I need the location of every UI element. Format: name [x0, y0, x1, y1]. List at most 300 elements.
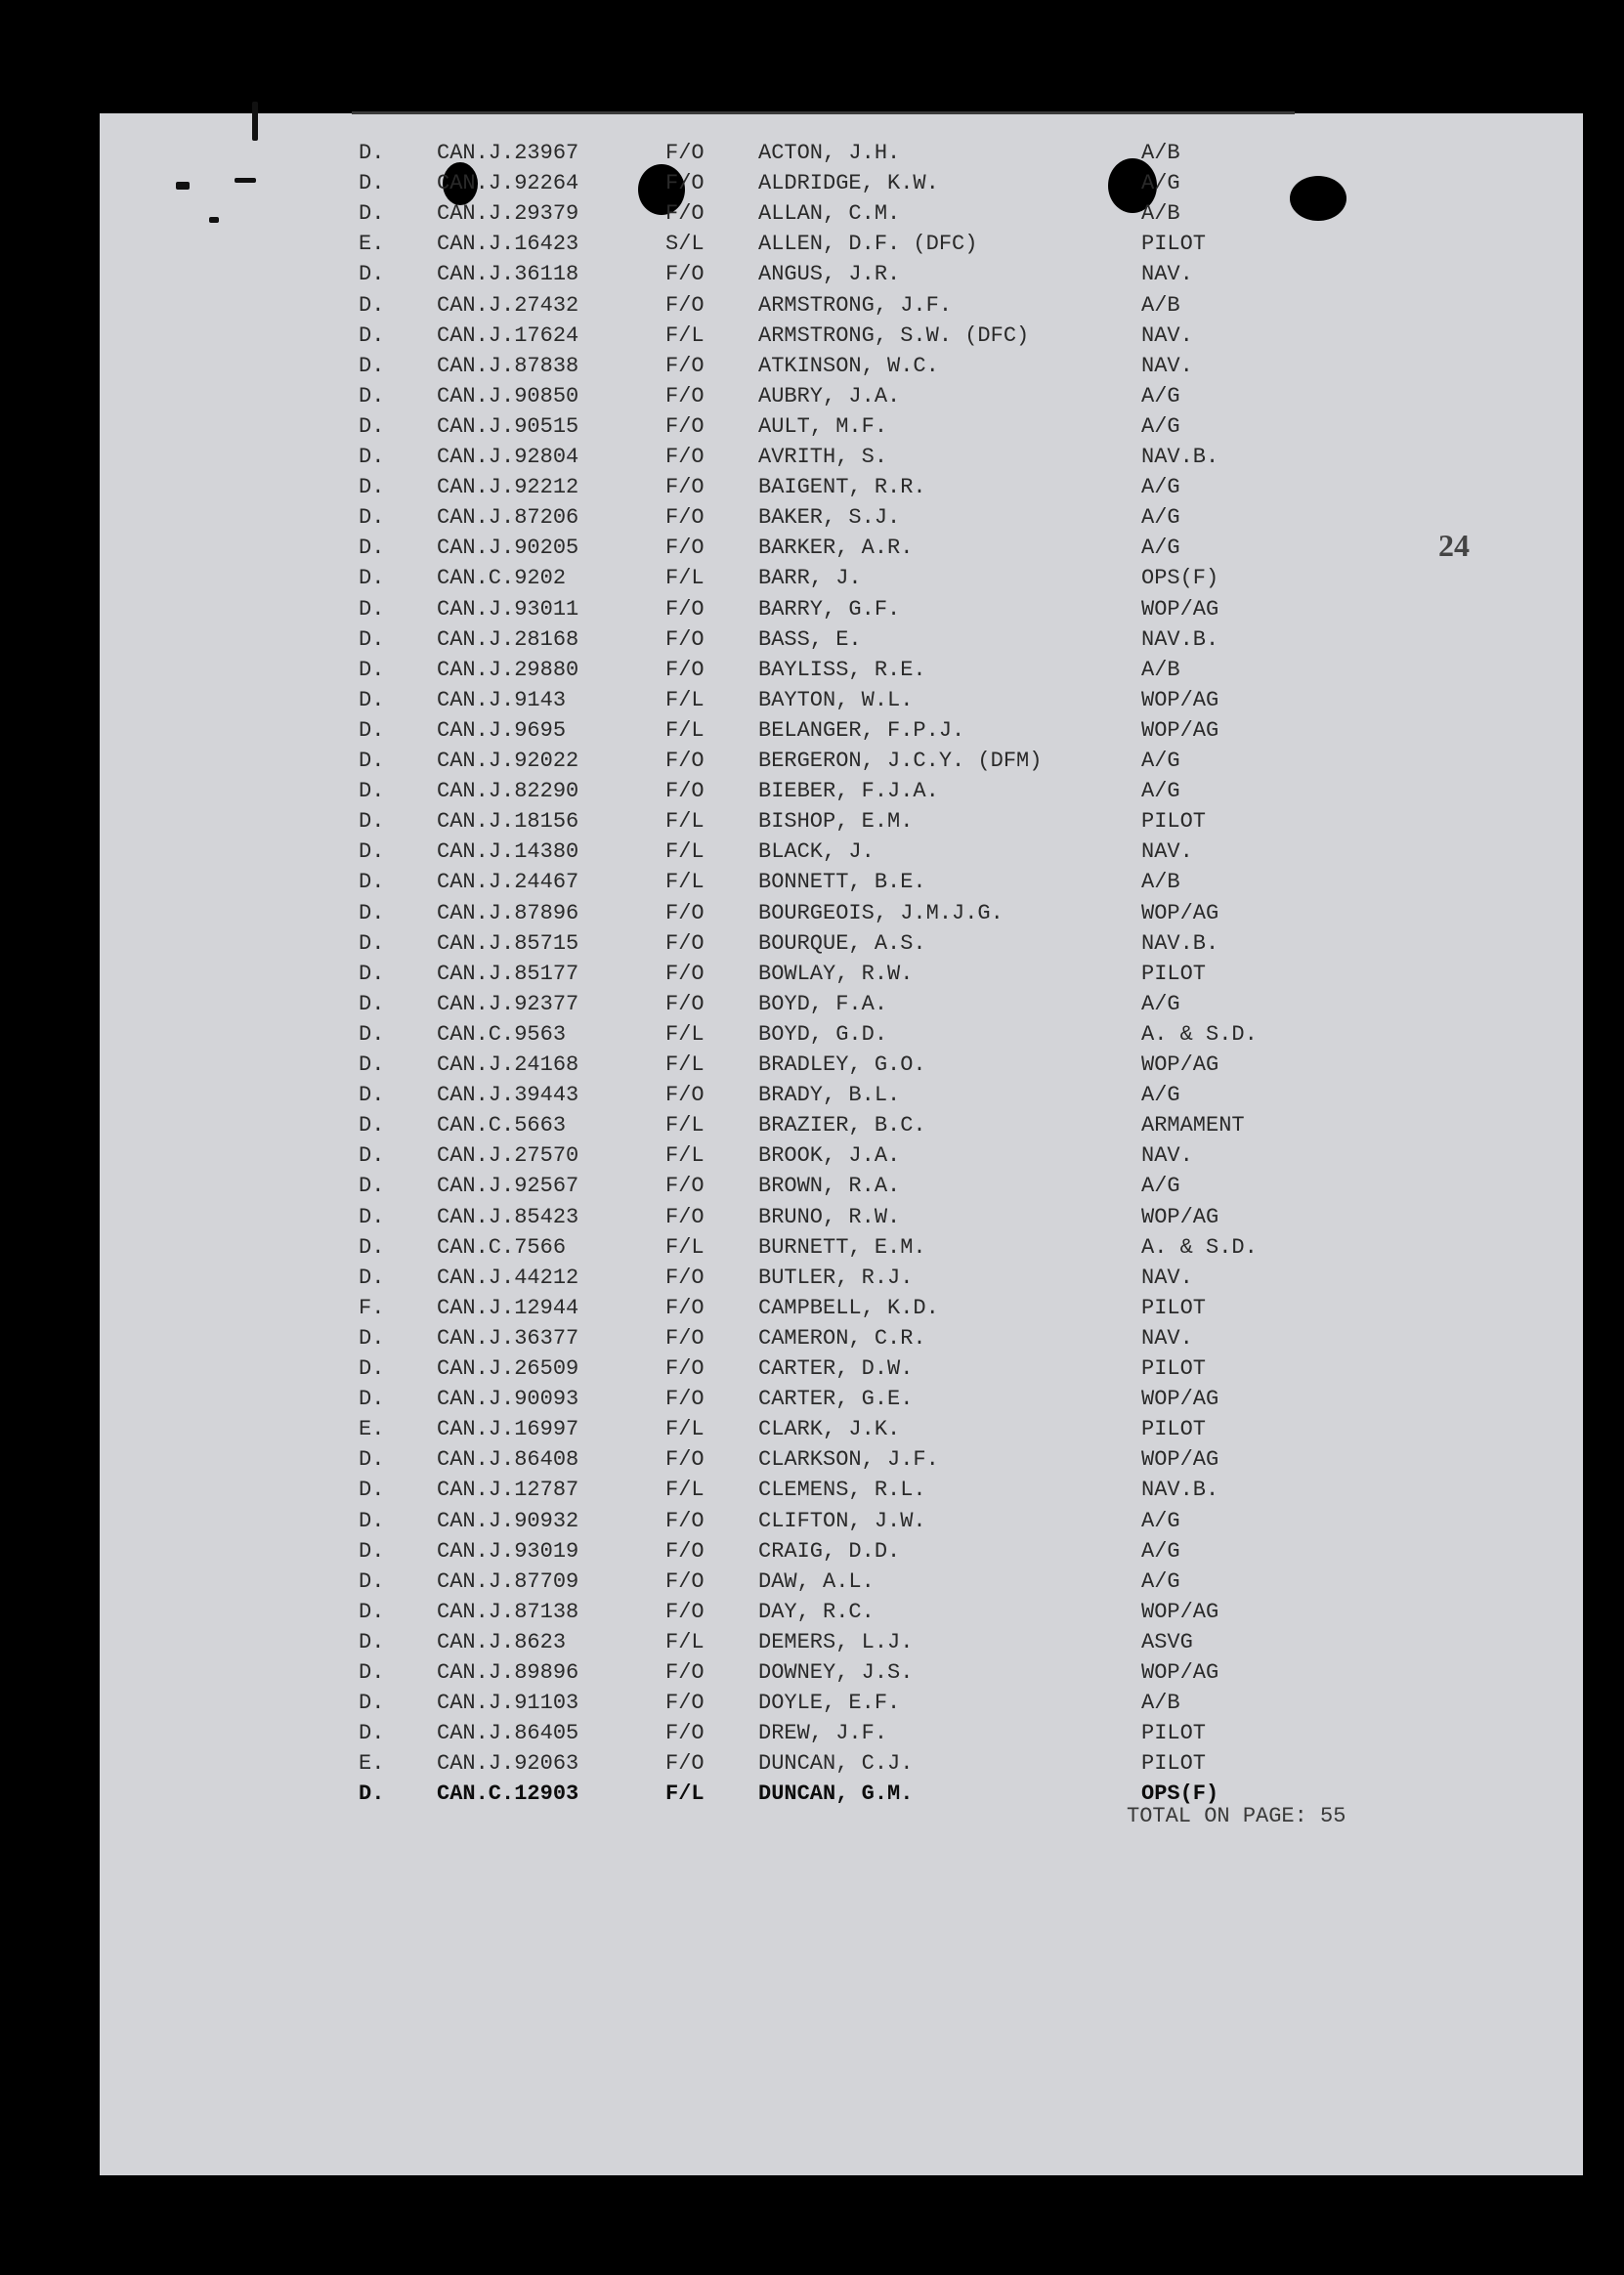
entry-class: D.	[359, 322, 385, 348]
rank: F/O	[665, 445, 705, 469]
list-item	[0, 1657, 1624, 1688]
trade: A/G	[1141, 1568, 1180, 1594]
person-name: ARMSTRONG, S.W. (DFC)	[758, 322, 1030, 348]
entry-class: D.	[359, 1204, 385, 1229]
trade: A/B	[1141, 870, 1180, 895]
rank: F/O	[665, 626, 705, 652]
entry-class: D.	[359, 991, 385, 1016]
list-item	[0, 472, 1624, 502]
person-name: BOYD, G.D.	[758, 1021, 888, 1047]
trade: A/G	[1141, 1083, 1180, 1108]
service-number: CAN.J.18156	[437, 809, 579, 835]
trade: PILOT	[1141, 1356, 1207, 1381]
rank: F/O	[665, 1447, 705, 1473]
service-number: CAN.J.14380	[437, 839, 579, 865]
entry-class: D.	[359, 596, 385, 622]
person-name: DOWNEY, J.S.	[758, 1660, 914, 1685]
entry-class: D.	[359, 1629, 385, 1654]
list-item	[0, 1536, 1624, 1567]
list-item	[0, 1627, 1624, 1657]
list-item	[0, 1718, 1624, 1748]
service-number: CAN.C.12903	[437, 1781, 579, 1807]
list-item	[0, 1323, 1624, 1353]
entry-class: D.	[359, 262, 385, 287]
rank: F/O	[665, 536, 705, 561]
trade: NAV.	[1141, 322, 1193, 348]
trade: A/G	[1141, 749, 1180, 773]
service-number: CAN.J.87206	[437, 505, 579, 531]
list-item	[0, 442, 1624, 472]
rank: F/O	[665, 141, 705, 165]
rank: F/L	[665, 1234, 705, 1260]
person-name: CAMPBELL, K.D.	[758, 1295, 939, 1320]
rank: F/O	[665, 475, 705, 500]
list-item	[0, 1779, 1624, 1809]
person-name: CARTER, D.W.	[758, 1356, 914, 1381]
service-number: CAN.J.92567	[437, 1174, 579, 1199]
list-item	[0, 1353, 1624, 1384]
entry-class: D.	[359, 353, 385, 378]
trade: A/G	[1141, 536, 1180, 561]
rank: F/O	[665, 505, 705, 531]
trade: WOP/AG	[1141, 1660, 1219, 1685]
list-item	[0, 1080, 1624, 1110]
entry-class: E.	[359, 1417, 385, 1442]
list-item	[0, 1263, 1624, 1293]
person-name: CLIFTON, J.W.	[758, 1508, 926, 1533]
entry-class: D.	[359, 1083, 385, 1108]
list-item	[0, 138, 1624, 168]
service-number: CAN.C.9202	[437, 566, 567, 591]
service-number: CAN.J.90515	[437, 413, 579, 439]
service-number: CAN.J.93019	[437, 1538, 579, 1564]
list-item	[0, 290, 1624, 321]
rank: F/O	[665, 1568, 705, 1594]
ink-speck	[252, 102, 258, 141]
trade: A/G	[1141, 1174, 1180, 1199]
rank: F/L	[665, 1143, 705, 1169]
entry-class: D.	[359, 201, 385, 227]
trade: A. & S.D.	[1141, 1234, 1258, 1260]
person-name: BURNETT, E.M.	[758, 1234, 926, 1260]
service-number: CAN.J.9143	[437, 687, 567, 712]
rank: F/O	[665, 1721, 705, 1746]
list-item	[0, 1202, 1624, 1232]
service-number: CAN.J.29379	[437, 201, 579, 227]
trade: A/G	[1141, 475, 1180, 500]
trade: A/B	[1141, 292, 1180, 318]
rank: F/O	[665, 383, 705, 408]
trade: A/G	[1141, 383, 1180, 408]
trade: A/G	[1141, 171, 1180, 196]
trade: NAV.B.	[1141, 626, 1219, 652]
person-name: BAIGENT, R.R.	[758, 475, 926, 500]
person-name: CAMERON, C.R.	[758, 1325, 926, 1351]
person-name: BARRY, G.F.	[758, 596, 901, 622]
entry-class: D.	[359, 657, 385, 682]
trade: NAV.B.	[1141, 1478, 1219, 1503]
rank: F/O	[665, 1083, 705, 1108]
list-item	[0, 928, 1624, 959]
list-item	[0, 1171, 1624, 1201]
entry-class: D.	[359, 870, 385, 895]
rank: F/L	[665, 1478, 705, 1503]
person-name: BUTLER, R.J.	[758, 1265, 914, 1290]
list-item	[0, 959, 1624, 989]
rank: F/O	[665, 657, 705, 682]
person-name: ALLEN, D.F. (DFC)	[758, 232, 978, 257]
list-item	[0, 381, 1624, 411]
entry-class: D.	[359, 1265, 385, 1290]
person-name: CLEMENS, R.L.	[758, 1478, 926, 1503]
person-name: DAW, A.L.	[758, 1568, 875, 1594]
rank: F/O	[665, 779, 705, 804]
entry-class: D.	[359, 1021, 385, 1047]
person-name: CLARKSON, J.F.	[758, 1447, 939, 1473]
service-number: CAN.J.90205	[437, 536, 579, 561]
list-item	[0, 502, 1624, 533]
entry-class: D.	[359, 292, 385, 318]
entry-class: D.	[359, 961, 385, 986]
person-name: ACTON, J.H.	[758, 141, 901, 165]
person-name: BISHOP, E.M.	[758, 809, 914, 835]
list-item	[0, 1444, 1624, 1475]
entry-class: D.	[359, 809, 385, 835]
person-name: ANGUS, J.R.	[758, 262, 901, 287]
entry-class: D.	[359, 779, 385, 804]
rank: F/O	[665, 1538, 705, 1564]
service-number: CAN.J.24168	[437, 1052, 579, 1077]
rank: F/O	[665, 749, 705, 773]
person-name: BONNETT, B.E.	[758, 870, 926, 895]
service-number: CAN.J.86408	[437, 1447, 579, 1473]
list-item	[0, 837, 1624, 867]
service-number: CAN.C.9563	[437, 1021, 567, 1047]
entry-class: D.	[359, 1325, 385, 1351]
entry-class: D.	[359, 505, 385, 531]
entry-class: D.	[359, 1447, 385, 1473]
rank: F/L	[665, 870, 705, 895]
list-item	[0, 594, 1624, 624]
entry-class: D.	[359, 141, 385, 165]
trade: PILOT	[1141, 1751, 1207, 1777]
list-item	[0, 715, 1624, 746]
page-total-label: TOTAL ON PAGE:	[1127, 1804, 1307, 1828]
person-name: AVRITH, S.	[758, 445, 888, 469]
rank: F/O	[665, 596, 705, 622]
rank: F/O	[665, 1265, 705, 1290]
list-item	[0, 533, 1624, 563]
service-number: CAN.J.44212	[437, 1265, 579, 1290]
entry-class: D.	[359, 900, 385, 925]
trade: WOP/AG	[1141, 1204, 1219, 1229]
rank: F/L	[665, 566, 705, 591]
entry-class: D.	[359, 1721, 385, 1746]
entry-class: D.	[359, 171, 385, 196]
person-name: BARR, J.	[758, 566, 862, 591]
rank: F/L	[665, 1113, 705, 1138]
list-item	[0, 411, 1624, 442]
entry-class: D.	[359, 1052, 385, 1077]
person-name: DREW, J.F.	[758, 1721, 888, 1746]
side-mark: 24	[1438, 528, 1470, 563]
service-number: CAN.J.12787	[437, 1478, 579, 1503]
entry-class: D.	[359, 749, 385, 773]
trade: A/G	[1141, 505, 1180, 531]
list-item	[0, 655, 1624, 685]
list-item	[0, 1140, 1624, 1171]
service-number: CAN.J.90093	[437, 1387, 579, 1412]
entry-class: D.	[359, 1174, 385, 1199]
trade: WOP/AG	[1141, 1599, 1219, 1624]
service-number: CAN.J.29880	[437, 657, 579, 682]
service-number: CAN.J.87896	[437, 900, 579, 925]
entry-class: D.	[359, 475, 385, 500]
rank: S/L	[665, 232, 705, 257]
entry-class: D.	[359, 1781, 385, 1807]
service-number: CAN.J.87709	[437, 1568, 579, 1594]
person-name: DAY, R.C.	[758, 1599, 875, 1624]
list-item	[0, 1414, 1624, 1444]
trade: ARMAMENT	[1141, 1113, 1245, 1138]
list-item	[0, 563, 1624, 593]
service-number: CAN.J.90932	[437, 1508, 579, 1533]
list-item	[0, 806, 1624, 837]
person-name: BELANGER, F.P.J.	[758, 717, 965, 743]
trade: A/B	[1141, 141, 1180, 165]
service-number: CAN.J.8623	[437, 1629, 567, 1654]
trade: PILOT	[1141, 232, 1207, 257]
page-total-value: 55	[1320, 1804, 1346, 1828]
person-name: BARKER, A.R.	[758, 536, 914, 561]
person-name: BRAZIER, B.C.	[758, 1113, 926, 1138]
list-item	[0, 1019, 1624, 1050]
person-name: DOYLE, E.F.	[758, 1691, 901, 1716]
person-name: ALDRIDGE, K.W.	[758, 171, 939, 196]
trade: NAV.B.	[1141, 930, 1219, 956]
list-item	[0, 321, 1624, 351]
rank: F/O	[665, 1295, 705, 1320]
trade: NAV.	[1141, 353, 1193, 378]
trade: OPS(F)	[1141, 566, 1219, 591]
entry-class: D.	[359, 1660, 385, 1685]
service-number: CAN.J.85423	[437, 1204, 579, 1229]
service-number: CAN.J.27432	[437, 292, 579, 318]
rank: F/O	[665, 991, 705, 1016]
service-number: CAN.J.28168	[437, 626, 579, 652]
rank: F/L	[665, 839, 705, 865]
trade: ASVG	[1141, 1629, 1193, 1654]
service-number: CAN.J.87138	[437, 1599, 579, 1624]
list-item	[0, 1688, 1624, 1718]
entry-class: D.	[359, 626, 385, 652]
service-number: CAN.J.85715	[437, 930, 579, 956]
person-name: BASS, E.	[758, 626, 862, 652]
trade: A/G	[1141, 991, 1180, 1016]
trade: A/G	[1141, 1508, 1180, 1533]
rank: F/O	[665, 1691, 705, 1716]
entry-class: D.	[359, 1234, 385, 1260]
service-number: CAN.J.86405	[437, 1721, 579, 1746]
trade: PILOT	[1141, 809, 1207, 835]
entry-class: D.	[359, 566, 385, 591]
service-number: CAN.J.92264	[437, 171, 579, 196]
rank: F/O	[665, 353, 705, 378]
trade: NAV.	[1141, 262, 1193, 287]
service-number: CAN.J.39443	[437, 1083, 579, 1108]
service-number: CAN.J.36377	[437, 1325, 579, 1351]
entry-class: E.	[359, 232, 385, 257]
entry-class: D.	[359, 687, 385, 712]
service-number: CAN.J.92804	[437, 445, 579, 469]
service-number: CAN.J.92063	[437, 1751, 579, 1777]
service-number: CAN.J.36118	[437, 262, 579, 287]
person-name: BRADY, B.L.	[758, 1083, 901, 1108]
list-item	[0, 624, 1624, 655]
list-item	[0, 746, 1624, 776]
list-item	[0, 1293, 1624, 1323]
list-item	[0, 776, 1624, 806]
service-number: CAN.C.7566	[437, 1234, 567, 1260]
rank: F/O	[665, 292, 705, 318]
rank: F/L	[665, 687, 705, 712]
trade: PILOT	[1141, 1295, 1207, 1320]
list-item	[0, 898, 1624, 928]
service-number: CAN.C.5663	[437, 1113, 567, 1138]
trade: NAV.B.	[1141, 445, 1219, 469]
rank: F/O	[665, 1204, 705, 1229]
entry-class: D.	[359, 383, 385, 408]
rank: F/O	[665, 930, 705, 956]
service-number: CAN.J.90850	[437, 383, 579, 408]
list-item	[0, 1050, 1624, 1080]
person-name: ATKINSON, W.C.	[758, 353, 939, 378]
rank: F/O	[665, 1325, 705, 1351]
service-number: CAN.J.27570	[437, 1143, 579, 1169]
person-name: BAYTON, W.L.	[758, 687, 914, 712]
list-item	[0, 1567, 1624, 1597]
top-rule	[352, 111, 1295, 114]
trade: A/G	[1141, 779, 1180, 804]
person-name: BAKER, S.J.	[758, 505, 901, 531]
list-item	[0, 259, 1624, 289]
rank: F/L	[665, 1629, 705, 1654]
service-number: CAN.J.23967	[437, 141, 579, 165]
list-item	[0, 1748, 1624, 1779]
person-name: CLARK, J.K.	[758, 1417, 901, 1442]
entry-class: D.	[359, 536, 385, 561]
person-name: BOWLAY, R.W.	[758, 961, 914, 986]
service-number: CAN.J.26509	[437, 1356, 579, 1381]
list-item	[0, 1506, 1624, 1536]
trade: PILOT	[1141, 961, 1207, 986]
trade: WOP/AG	[1141, 596, 1219, 622]
person-name: ALLAN, C.M.	[758, 201, 901, 227]
rank: F/L	[665, 1052, 705, 1077]
rank: F/O	[665, 413, 705, 439]
entry-class: D.	[359, 839, 385, 865]
entry-class: D.	[359, 1387, 385, 1412]
list-item	[0, 168, 1624, 198]
trade: NAV.	[1141, 1325, 1193, 1351]
list-item	[0, 1384, 1624, 1414]
service-number: CAN.J.85177	[437, 961, 579, 986]
rank: F/O	[665, 1387, 705, 1412]
service-number: CAN.J.17624	[437, 322, 579, 348]
entry-class: D.	[359, 1508, 385, 1533]
trade: WOP/AG	[1141, 900, 1219, 925]
rank: F/O	[665, 900, 705, 925]
service-number: CAN.J.16997	[437, 1417, 579, 1442]
entry-class: D.	[359, 1691, 385, 1716]
person-name: DUNCAN, C.J.	[758, 1751, 914, 1777]
trade: PILOT	[1141, 1721, 1207, 1746]
entry-class: D.	[359, 1538, 385, 1564]
trade: WOP/AG	[1141, 1052, 1219, 1077]
entry-class: E.	[359, 1751, 385, 1777]
rank: F/O	[665, 171, 705, 196]
list-item	[0, 685, 1624, 715]
person-name: BOURQUE, A.S.	[758, 930, 926, 956]
rank: F/O	[665, 1751, 705, 1777]
service-number: CAN.J.91103	[437, 1691, 579, 1716]
service-number: CAN.J.92022	[437, 749, 579, 773]
rank: F/O	[665, 1599, 705, 1624]
service-number: CAN.J.9695	[437, 717, 567, 743]
person-name: BERGERON, J.C.Y. (DFM)	[758, 749, 1043, 773]
list-item	[0, 229, 1624, 259]
person-name: BAYLISS, R.E.	[758, 657, 926, 682]
trade: A/G	[1141, 413, 1180, 439]
person-name: BROOK, J.A.	[758, 1143, 901, 1169]
entry-class: F.	[359, 1295, 385, 1320]
person-name: BROWN, R.A.	[758, 1174, 901, 1199]
list-item	[0, 1475, 1624, 1505]
trade: A/B	[1141, 201, 1180, 227]
person-name: AULT, M.F.	[758, 413, 888, 439]
rank: F/O	[665, 1356, 705, 1381]
trade: A/B	[1141, 657, 1180, 682]
trade: OPS(F)	[1141, 1781, 1219, 1807]
list-item	[0, 867, 1624, 897]
rank: F/L	[665, 717, 705, 743]
trade: A/B	[1141, 1691, 1180, 1716]
rank: F/L	[665, 1781, 705, 1807]
person-name: BOYD, F.A.	[758, 991, 888, 1016]
rank: F/O	[665, 1660, 705, 1685]
person-name: BLACK, J.	[758, 839, 875, 865]
person-name: AUBRY, J.A.	[758, 383, 901, 408]
trade: PILOT	[1141, 1417, 1207, 1442]
trade: NAV.	[1141, 1265, 1193, 1290]
person-name: DEMERS, L.J.	[758, 1629, 914, 1654]
trade: A/G	[1141, 1538, 1180, 1564]
service-number: CAN.J.82290	[437, 779, 579, 804]
service-number: CAN.J.24467	[437, 870, 579, 895]
trade: A. & S.D.	[1141, 1021, 1258, 1047]
rank: F/L	[665, 322, 705, 348]
service-number: CAN.J.12944	[437, 1295, 579, 1320]
entry-class: D.	[359, 1599, 385, 1624]
rank: F/L	[665, 809, 705, 835]
rank: F/O	[665, 1508, 705, 1533]
entry-class: D.	[359, 1356, 385, 1381]
page-total	[1127, 1804, 1346, 1828]
entry-class: D.	[359, 413, 385, 439]
service-number: CAN.J.93011	[437, 596, 579, 622]
entry-class: D.	[359, 1143, 385, 1169]
trade: WOP/AG	[1141, 717, 1219, 743]
